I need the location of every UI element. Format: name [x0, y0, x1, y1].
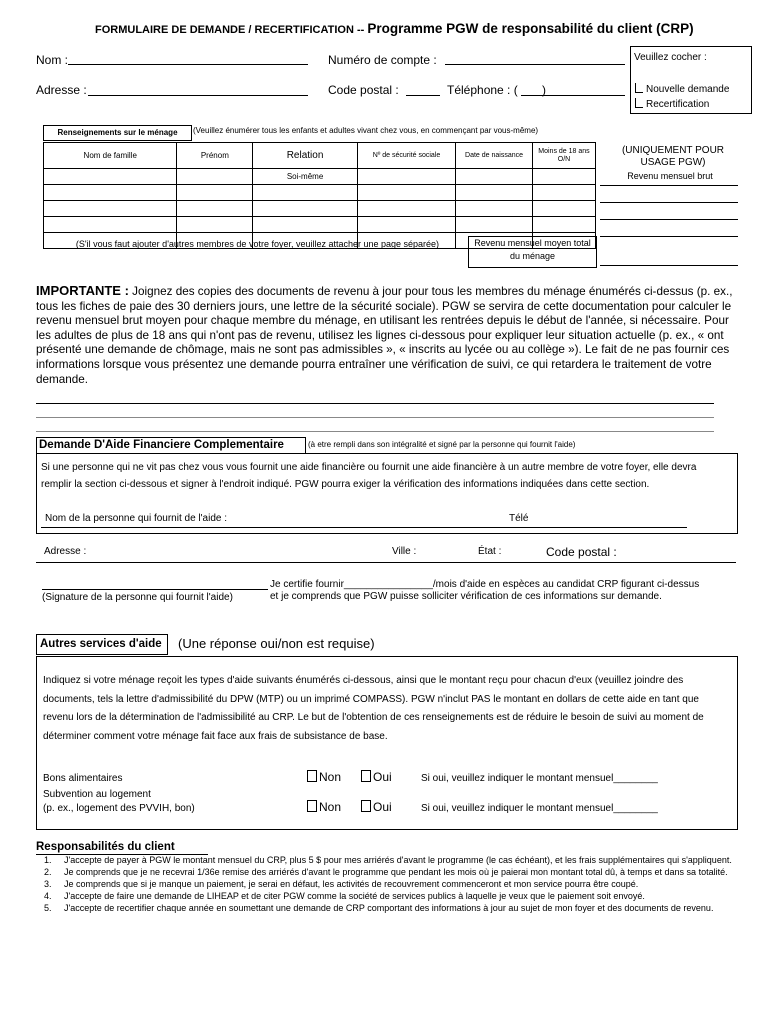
financial-aid-box — [36, 453, 738, 534]
responsibilities-heading: Responsabilités du client — [36, 841, 208, 855]
certify-text: Je certifie fournir________________/mois d'aide en espèces au candidat CRP figurant ci-dessus et je comprends que PGW puisse solliciter vérification de ces informations sur demande. — [270, 579, 700, 602]
food-amount-label: Si oui, veuillez indiquer le montant mensuel________ — [421, 773, 658, 784]
aid-tel-label: Télé — [509, 513, 529, 524]
phone-label: Téléphone : ( — [447, 83, 518, 97]
important-paragraph: IMPORTANTE : Joignez des copies des documents de revenu à jour pour tous les membres du ménage énumérés ci-dessus (p. ex., tous les fiches de paie des 30 derniers jours, une lettre de la sécurité sociale). PGW se servira de cette documentation pour calculer le revenu mensuel brut moyen pour chaque membre du ménage, en utilisant les rentrées depuis le début de l'année, si nécessaire. Pour les adultes de plus de 18 ans qui n'ont pas de revenu, utilisez les lignes ci-dessous pour expliquer leur situation actuelle (p. ex., « ont présenté une demande de chômage, mais ne sont pas admissibles », « inscrits au lycée ou au collège »). Le fait de ne pas fournir ces informations lorsque vous présentez une demande pourra entraîner une vérification de suivi, ce qui retardera le traitement de votre demande. — [36, 283, 733, 386]
monthly-gross-label: Revenu mensuel brut — [627, 171, 713, 181]
table-row — [44, 169, 596, 185]
service-label: Subvention au logement (p. ex., logement des PVVIH, bon) — [43, 789, 195, 814]
pgw-only-label: (UNIQUEMENT POUR USAGE PGW) — [621, 145, 725, 168]
responsibilities-list — [36, 855, 736, 915]
financial-aid-body: Si une personne qui ne vit pas chez vous vous fournit une aide financière ou fournit une aide financière à un autre membre de votre foyer, elle devra remplir la section ci-dessous et signer à l'endroit indiqué. PGW pourra exiger la vérification des informations indiquées dans cette section. — [41, 462, 697, 490]
household-section-label: Renseignements sur le ménage — [43, 125, 192, 141]
signature-label: (Signature de la personne qui fournit l'aide) — [42, 592, 233, 603]
other-services-heading: Autres services d'aide — [36, 634, 168, 655]
postal-field[interactable] — [406, 95, 440, 96]
household-total-label: Revenu mensuel moyen total du ménage — [468, 236, 597, 268]
household-footer-note: (S'il vous faut ajouter d'autres membres de votre foyer, veuillez attacher une page séparée) — [75, 239, 440, 249]
recertification-option[interactable]: Recertification — [635, 98, 709, 110]
food-yes-option[interactable]: Oui — [361, 770, 392, 784]
table-row — [44, 185, 596, 201]
address-field[interactable] — [88, 95, 308, 96]
other-services-note: (Une réponse oui/non est requise) — [178, 636, 375, 651]
table-row — [44, 217, 596, 233]
checkbox-icon[interactable] — [361, 770, 371, 782]
housing-yes-option[interactable]: Oui — [361, 800, 392, 814]
form-title: FORMULAIRE DE DEMANDE / RECERTIFICATION -- Programme PGW de responsabilité du client (CRP) — [95, 21, 694, 36]
checkbox-icon[interactable] — [361, 800, 371, 812]
housing-no-option[interactable]: Non — [307, 800, 341, 814]
account-field[interactable] — [445, 64, 625, 65]
financial-aid-heading: Demande D'Aide Financiere Complementaire — [36, 437, 306, 454]
checkbox-icon[interactable] — [635, 83, 643, 93]
list-item: 4. J'accepte de faire une demande de LIHEAP et de citer PGW comme la société de services publics à laquelle je veux que le paiement soit envoyé. — [54, 891, 736, 901]
list-item: 2. Je comprends que je ne recevrai 1/36e remise des arriérés d'avant le programme que pendant les mois où je paierai mon montant total dû, à temps et dans sa totalité. — [54, 867, 736, 877]
table-row — [44, 201, 596, 217]
housing-amount-label: Si oui, veuillez indiquer le montant mensuel________ — [421, 803, 658, 814]
list-item: 5. J'accepte de recertifier chaque année en soumettant une demande de CRP comportant des informations à jour au sujet de mon foyer et des documents de revenu. — [54, 903, 736, 913]
name-label: Nom : — [36, 53, 69, 67]
food-no-option[interactable]: Non — [307, 770, 341, 784]
col-lastname: Nom de famille — [44, 143, 177, 169]
new-request-option[interactable]: Nouvelle demande — [635, 83, 729, 95]
aid-person-label: Nom de la personne qui fournit de l'aide : — [45, 513, 228, 524]
checkbox-icon[interactable] — [307, 770, 317, 782]
checkbox-panel — [630, 46, 752, 114]
household-table — [43, 142, 596, 249]
address-label: Adresse : — [36, 83, 87, 97]
checkbox-icon[interactable] — [307, 800, 317, 812]
postal-label: Code postal : — [328, 83, 399, 97]
name-field[interactable] — [68, 64, 308, 65]
col-firstname: Prénom — [177, 143, 253, 169]
phone-paren-close: ) — [542, 83, 546, 97]
list-item: 1. J'accepte de payer à PGW le montant mensuel du CRP, plus 5 $ pour mes arriérés d'avant le programme (le cas échéant), et les frais supplémentaires qui s'appliquent. — [54, 855, 736, 865]
col-under18: Moins de 18 ans O/N — [532, 143, 595, 169]
self-cell: Soi-même — [253, 169, 358, 185]
aid-state-label: État : — [478, 546, 502, 557]
col-relation: Relation — [253, 143, 358, 169]
checkbox-icon[interactable] — [635, 98, 643, 108]
financial-aid-note: (à etre rempli dans son intégralité et signé par la personne qui fournit l'aide) — [308, 440, 576, 449]
aid-address-label: Adresse : — [44, 546, 87, 557]
signature-line[interactable] — [42, 589, 268, 590]
service-label: Bons alimentaires — [43, 773, 123, 784]
other-services-body: Indiquez si votre ménage reçoit les types d'aide suivants énumérés ci-dessous, ainsi que le montant reçu pour chacun d'eux (veuillez joindre des documents, tels la lettre d'admissibilité du DPW (MTP) ou un imprimé COMPASS). PGW n'inclut PAS le montant en dollars de cette aide en tant que revenu lors de la détermination de l'admissibilité au CRP. Le but de l'obtention de ces renseignements est de réduire le besoin de suivi au moment de déterminer comment votre ménage fait face aux frais de subsistance de base. — [43, 675, 704, 742]
household-instruction: (Veuillez énumérer tous les enfants et adultes vivant chez vous, en commençant par vous-même) — [193, 126, 539, 135]
check-title: Veuillez cocher : — [634, 52, 707, 63]
col-ssn: Nº de sécurité sociale — [357, 143, 455, 169]
other-services-box — [36, 656, 738, 830]
col-dob: Date de naissance — [456, 143, 533, 169]
list-item: 3. Je comprends que si je manque un paiement, je serai en défaut, les activités de recouvrement commenceront et mon service pourra être coupé. — [54, 879, 736, 889]
phone-field[interactable] — [521, 95, 625, 96]
aid-postal-label: Code postal : — [546, 545, 617, 559]
account-label: Numéro de compte : — [328, 53, 437, 67]
aid-city-label: Ville : — [392, 546, 417, 557]
